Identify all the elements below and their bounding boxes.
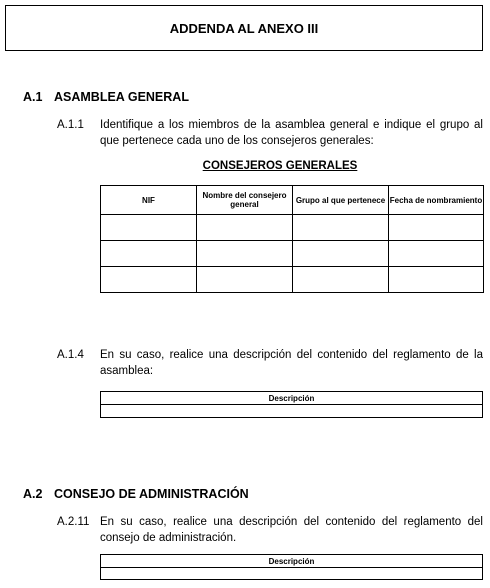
item-a211-text: En su caso, realice una descripción del contenido del reglamento del consejo de administración.: [100, 516, 483, 544]
item-a211: [57, 514, 483, 546]
header-nif: NIF: [101, 186, 197, 215]
table-cell[interactable]: [101, 241, 197, 267]
a114-description-header: Descripción: [101, 392, 483, 405]
header-grupo: Grupo al que pertenece: [293, 186, 389, 215]
table-cell[interactable]: [197, 267, 293, 293]
item-a114: [57, 347, 483, 379]
table-row: [101, 215, 484, 241]
table-cell[interactable]: [101, 215, 197, 241]
table-row: [101, 241, 484, 267]
header-nombre: Nombre del consejero general: [197, 186, 293, 215]
consejeros-table: [100, 185, 484, 293]
a211-description-header: Descripción: [101, 555, 483, 568]
table-cell[interactable]: [197, 241, 293, 267]
table-cell[interactable]: [389, 241, 484, 267]
table-cell[interactable]: [293, 241, 389, 267]
section-a1-heading: [23, 90, 189, 104]
table-cell[interactable]: [197, 215, 293, 241]
item-a211-number: A.2.11: [57, 516, 90, 528]
a211-description-cell[interactable]: [101, 568, 483, 580]
table-cell[interactable]: [293, 267, 389, 293]
item-a111: [57, 117, 483, 149]
item-a114-number: A.1.4: [57, 349, 84, 361]
consejeros-table-title: CONSEJEROS GENERALES: [202, 160, 358, 172]
header-fecha: Fecha de nombramiento: [389, 186, 484, 215]
table-cell[interactable]: [293, 215, 389, 241]
a114-description-cell[interactable]: [101, 405, 483, 418]
item-a111-text: Identifique a los miembros de la asamblea general e indique el grupo al que pertenece cada uno de los consejeros generales:: [100, 119, 483, 147]
item-a114-text: En su caso, realice una descripción del contenido del reglamento de la asamblea:: [100, 349, 483, 377]
consejeros-header-row: [101, 186, 484, 215]
section-a1-title: ASAMBLEA GENERAL: [54, 90, 189, 104]
table-cell[interactable]: [101, 267, 197, 293]
a114-description-table: [100, 391, 483, 418]
page-title: ADDENDA AL ANEXO III: [5, 5, 483, 51]
a211-description-table: [100, 554, 483, 580]
section-a1-number: A.1: [23, 90, 43, 104]
table-cell[interactable]: [389, 267, 484, 293]
table-row: [101, 267, 484, 293]
section-a2-number: A.2: [23, 487, 43, 501]
section-a2-title: CONSEJO DE ADMINISTRACIÓN: [54, 487, 249, 501]
item-a111-number: A.1.1: [57, 119, 84, 131]
section-a2-heading: [23, 487, 249, 501]
table-cell[interactable]: [389, 215, 484, 241]
